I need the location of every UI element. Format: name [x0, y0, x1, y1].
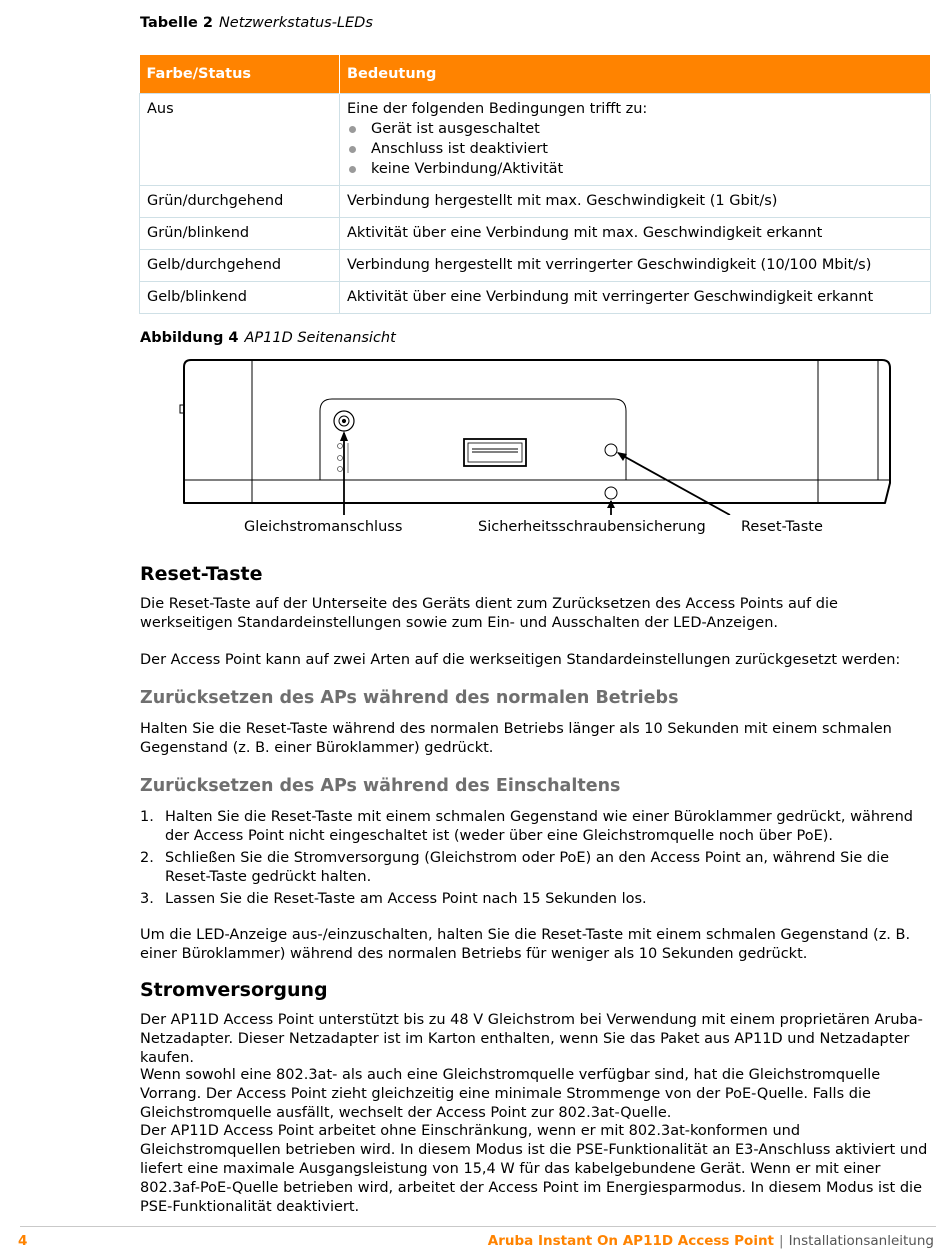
- reset-steps-list: [140, 808, 930, 912]
- step-number: 1.: [140, 809, 154, 825]
- table-header-row: [140, 55, 931, 94]
- status-cell: Aus: [140, 94, 340, 186]
- status-cell: Grün/durchgehend: [140, 186, 340, 218]
- status-cell: Gelb/blinkend: [140, 282, 340, 314]
- figure-caption: [140, 330, 396, 346]
- paragraph: Wenn sowohl eine 802.3at- als auch eine Gleichstromquelle verfügbar sind, hat die Gleichstromquelle Vorrang. Der Access Point zieht gleichzeitig eine minimale Strommenge von der PoE-Quelle. Falls die Gleichstromquelle ausfällt, wechselt der Access Point zur 802.3at-Quelle.: [140, 1067, 881, 1121]
- meaning-cell: [340, 94, 931, 186]
- table-row: [140, 250, 931, 282]
- subheading-power-on: Zurücksetzen des APs während des Einschaltens: [140, 776, 621, 796]
- step-number: 2.: [140, 850, 154, 866]
- step-number: 3.: [140, 891, 154, 907]
- reset-button-hole: [605, 444, 617, 456]
- page-number: 4: [18, 1233, 28, 1249]
- dc-jack: [334, 411, 354, 431]
- figure-caption-title: AP11D Seitenansicht: [244, 330, 396, 346]
- footer-separator: |: [779, 1233, 784, 1249]
- footer-divider: [20, 1226, 936, 1227]
- label-security-lock: Sicherheitsschraubensicherung: [478, 519, 706, 535]
- status-cell: Grün/blinkend: [140, 218, 340, 250]
- list-item: [140, 808, 930, 846]
- table-caption: [140, 15, 373, 31]
- meaning-cell: Aktivität über eine Verbindung mit max. Geschwindigkeit erkannt: [340, 218, 931, 250]
- header-status: Farbe/Status: [140, 55, 340, 94]
- table-row: [140, 94, 931, 186]
- callout-line-reset: [618, 453, 730, 515]
- paragraph: Die Reset-Taste auf der Unterseite des Geräts dient zum Zurücksetzen des Access Points auf die werkseitigen Standardeinstellungen sowie zum Ein- und Ausschalten der LED-Anzeigen.: [140, 596, 838, 631]
- header-meaning: Bedeutung: [340, 55, 931, 94]
- label-dc-connector: Gleichstromanschluss: [244, 519, 403, 535]
- step-text: Schließen Sie die Stromversorgung (Gleichstrom oder PoE) an den Access Point an, während Sie die Reset-Taste gedrückt halten.: [165, 850, 890, 885]
- footer-product: Aruba Instant On AP11D Access Point: [487, 1233, 775, 1249]
- security-lock-hole: [605, 487, 617, 499]
- heading-power-supply: Stromversorgung: [140, 979, 328, 1001]
- port-marking-icons: [338, 443, 349, 473]
- table-row: [140, 186, 931, 218]
- meaning-text: Eine der folgenden Bedingungen trifft zu:: [347, 101, 648, 117]
- list-item: [140, 890, 930, 909]
- condition-list: [347, 119, 923, 179]
- list-item: Gerät ist ausgeschaltet: [347, 119, 923, 139]
- table-row: [140, 282, 931, 314]
- meaning-cell: Verbindung hergestellt mit verringerter Geschwindigkeit (10/100 Mbit/s): [340, 250, 931, 282]
- paragraph: Der AP11D Access Point arbeitet ohne Einschränkung, wenn er mit 802.3at-konformen und Gleichstromquellen betrieben wird. In diesem Modus ist die PSE-Funktionalität an E3-Anschluss aktiviert und liefert eine maximale Ausgangsleistung von 15,4 W für das kabelgebundene Gerät. Wenn er mit einer 802.3af-PoE-Quelle betrieben wird, arbeitet der Access Point im Energiesparmodus. In diesem Modus ist die PSE-Funktionalität deaktiviert.: [140, 1123, 928, 1215]
- arrowhead-dc: [340, 431, 348, 441]
- table-caption-title: Netzwerkstatus-LEDs: [218, 15, 373, 31]
- led-status-table: [139, 55, 931, 314]
- paragraph: Halten Sie die Reset-Taste während des normalen Betriebs länger als 10 Sekunden mit einem schmalen Gegenstand (z. B. einer Büroklammer) gedrückt.: [140, 721, 892, 756]
- list-item: [140, 849, 930, 887]
- paragraph: Der AP11D Access Point unterstützt bis zu 48 V Gleichstrom bei Verwendung mit einem proprietären Aruba-Netzadapter. Dieser Netzadapter ist im Karton enthalten, wenn Sie das Paket aus AP11D und Netzadapter kaufen.: [140, 1012, 923, 1066]
- heading-reset: Reset-Taste: [140, 563, 263, 585]
- subheading-normal-operation: Zurücksetzen des APs während des normalen Betriebs: [140, 688, 679, 708]
- paragraph: Um die LED-Anzeige aus-/einzuschalten, halten Sie die Reset-Taste mit einem schmalen Gegenstand (z. B. einer Büroklammer) während des normalen Betriebs für weniger als 10 Sekunden gedrückt.: [140, 927, 911, 962]
- list-item: keine Verbindung/Aktivität: [347, 159, 923, 179]
- footer-doc-type: Installationsanleitung: [788, 1233, 934, 1249]
- step-text: Halten Sie die Reset-Taste mit einem schmalen Gegenstand wie einer Büroklammer gedrückt, während der Access Point nicht eingeschaltet ist (weder über eine Gleichstromquelle noch über PoE).: [165, 809, 913, 844]
- step-text: Lassen Sie die Reset-Taste am Access Point nach 15 Sekunden los.: [165, 891, 647, 907]
- meaning-cell: Verbindung hergestellt mit max. Geschwindigkeit (1 Gbit/s): [340, 186, 931, 218]
- footer-title: [488, 1233, 934, 1249]
- list-item: Anschluss ist deaktiviert: [347, 139, 923, 159]
- table-row: [140, 218, 931, 250]
- ethernet-port: [464, 439, 526, 466]
- paragraph: Der Access Point kann auf zwei Arten auf die werkseitigen Standardeinstellungen zurückgesetzt werden:: [140, 652, 901, 668]
- ap11d-side-view-figure: [170, 355, 900, 515]
- status-cell: Gelb/durchgehend: [140, 250, 340, 282]
- figure-caption-label: Abbildung 4: [140, 330, 239, 346]
- device-outline: [184, 360, 890, 503]
- meaning-cell: Aktivität über eine Verbindung mit verringerter Geschwindigkeit erkannt: [340, 282, 931, 314]
- table-caption-label: Tabelle 2: [140, 15, 213, 31]
- label-reset-button: Reset-Taste: [741, 519, 823, 535]
